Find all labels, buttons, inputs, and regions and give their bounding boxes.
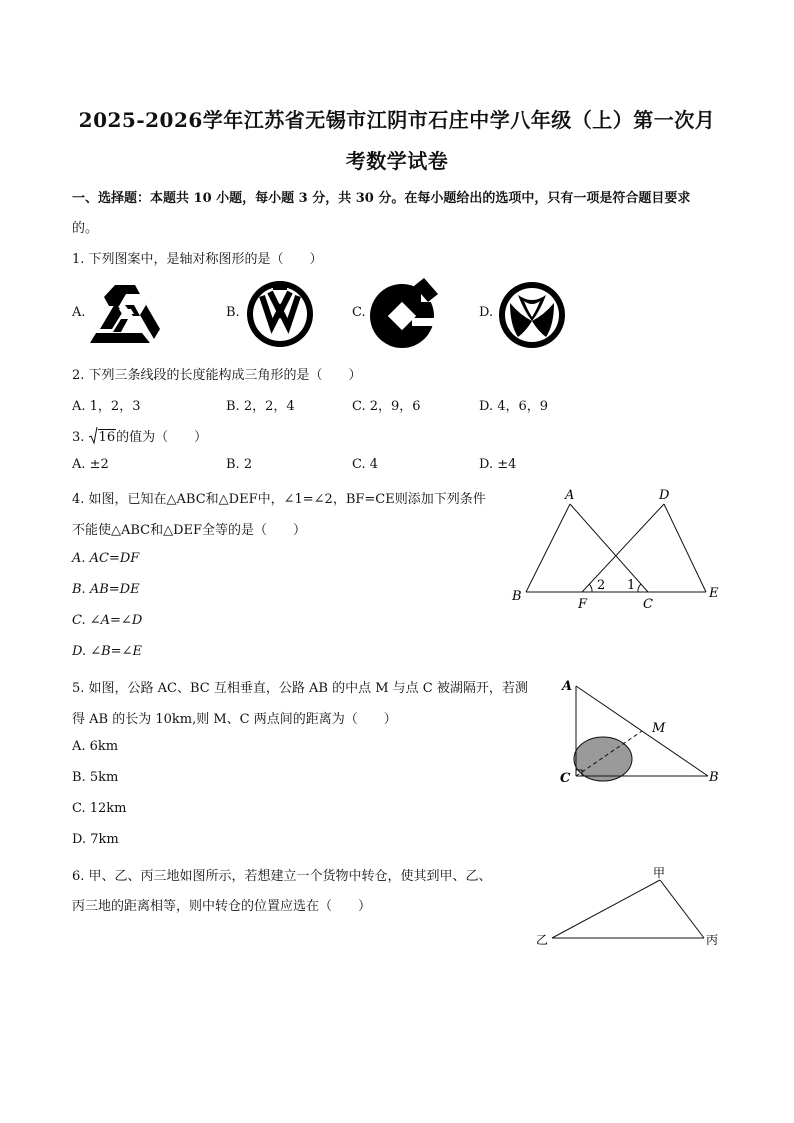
sqrt-radical-icon — [89, 430, 117, 445]
line-yi-jia — [552, 880, 660, 938]
exam-title-line1: 2025-2026学年江苏省无锡市江阴市石庄中学八年级（上）第一次月 — [78, 108, 716, 132]
q6-stem-line1: 6. 甲、乙、丙三地如图所示，若想建立一个货物中转仓，使其到甲、乙、 — [72, 869, 492, 884]
angle-1-arc — [638, 584, 641, 592]
sqrt-sign-icon — [89, 427, 98, 445]
q3-option-c: C. 4 — [352, 457, 379, 472]
q3-option-a: A. ±2 — [72, 457, 109, 472]
label-angle-1: 1 — [627, 578, 636, 593]
label-c: C — [560, 771, 571, 786]
q1-option-b-label: B. — [226, 305, 240, 320]
line-de — [664, 504, 706, 592]
q2-option-a: A. 1，2，3 — [72, 399, 141, 414]
q4-option-d: D. ∠B=∠E — [72, 644, 142, 659]
label-yi: 乙 — [536, 933, 549, 947]
volkswagen-logo-icon — [244, 280, 316, 348]
q5-stem-line1: 5. 如图，公路 AC、BC 互相垂直，公路 AB 的中点 M 与点 C 被湖隔开，若测 — [72, 681, 528, 696]
exam-title-line2: 考数学试卷 — [345, 149, 449, 173]
label-angle-2: 2 — [597, 578, 606, 593]
q2-option-d: D. 4，6，9 — [479, 399, 549, 414]
dongfeng-logo-icon — [496, 281, 568, 349]
section-heading-line2: 的。 — [72, 221, 99, 236]
q3-prefix: 3. — [72, 430, 89, 445]
label-bing: 丙 — [706, 933, 719, 947]
q2-stem: 2. 下列三条线段的长度能构成三角形的是（ ） — [72, 368, 362, 383]
q1-option-d-label: D. — [479, 305, 494, 320]
q1-option-a-label: A. — [72, 305, 86, 320]
q6-stem-line2: 丙三地的距离相等，则中转仓的位置应选在（ ） — [72, 899, 372, 914]
q5-option-c: C. 12km — [72, 801, 127, 816]
line-jia-bing — [660, 880, 704, 938]
q4-stem-line2: 不能使△ABC和△DEF全等的是（ ） — [72, 523, 307, 538]
q5-option-b: B. 5km — [72, 770, 119, 785]
q4-triangle-figure — [506, 484, 728, 614]
label-a: A — [565, 488, 575, 503]
q5-option-a: A. 6km — [72, 739, 119, 754]
q3-suffix: 的值为（ ） — [116, 430, 208, 445]
label-c: C — [643, 597, 653, 612]
q3-stem — [72, 426, 207, 445]
q3-option-d: D. ±4 — [479, 457, 517, 472]
q2-option-c: C. 2，9，6 — [352, 399, 421, 414]
q2-option-b: B. 2，2，4 — [226, 399, 295, 414]
line-fd — [582, 504, 664, 592]
q4-stem-line1: 4. 如图，已知在△ABC和△DEF中，∠1=∠2，BF=CE则添加下列条件 — [72, 492, 486, 507]
q5-right-triangle-figure — [556, 676, 726, 790]
construction-bank-logo-icon — [368, 278, 440, 350]
q4-option-c: C. ∠A=∠D — [72, 613, 143, 628]
q4-option-a: A. AC=DF — [72, 551, 140, 566]
angle-2-arc — [589, 584, 592, 592]
line-ac — [570, 504, 648, 592]
q6-triangle-figure — [534, 860, 724, 950]
q5-option-d: D. 7km — [72, 832, 119, 847]
q5-stem-line2: 得 AB 的长为 10km,则 M、C 两点间的距离为（ ） — [72, 712, 397, 727]
q3-option-b: B. 2 — [226, 457, 253, 472]
label-b: B — [512, 589, 522, 604]
section-heading-line1: 一、选择题：本题共 10 小题，每小题 3 分，共 30 分。在每小题给出的选项中，只有一项是符合题目要求 — [72, 191, 691, 206]
label-jia: 甲 — [653, 866, 666, 880]
q1-stem: 1. 下列图案中，是轴对称图形的是（ ） — [72, 252, 323, 267]
label-d: D — [659, 488, 670, 503]
q4-option-b: B. AB=DE — [72, 582, 140, 597]
bank-logo-icon — [88, 283, 162, 345]
line-ab — [526, 504, 570, 592]
label-b: B — [709, 770, 719, 785]
label-e: E — [709, 586, 719, 601]
q1-option-c-label: C. — [352, 305, 366, 320]
label-a: A — [562, 679, 573, 694]
q3-radicand: 16 — [98, 430, 116, 445]
label-m: M — [652, 721, 666, 736]
label-f: F — [578, 597, 588, 612]
